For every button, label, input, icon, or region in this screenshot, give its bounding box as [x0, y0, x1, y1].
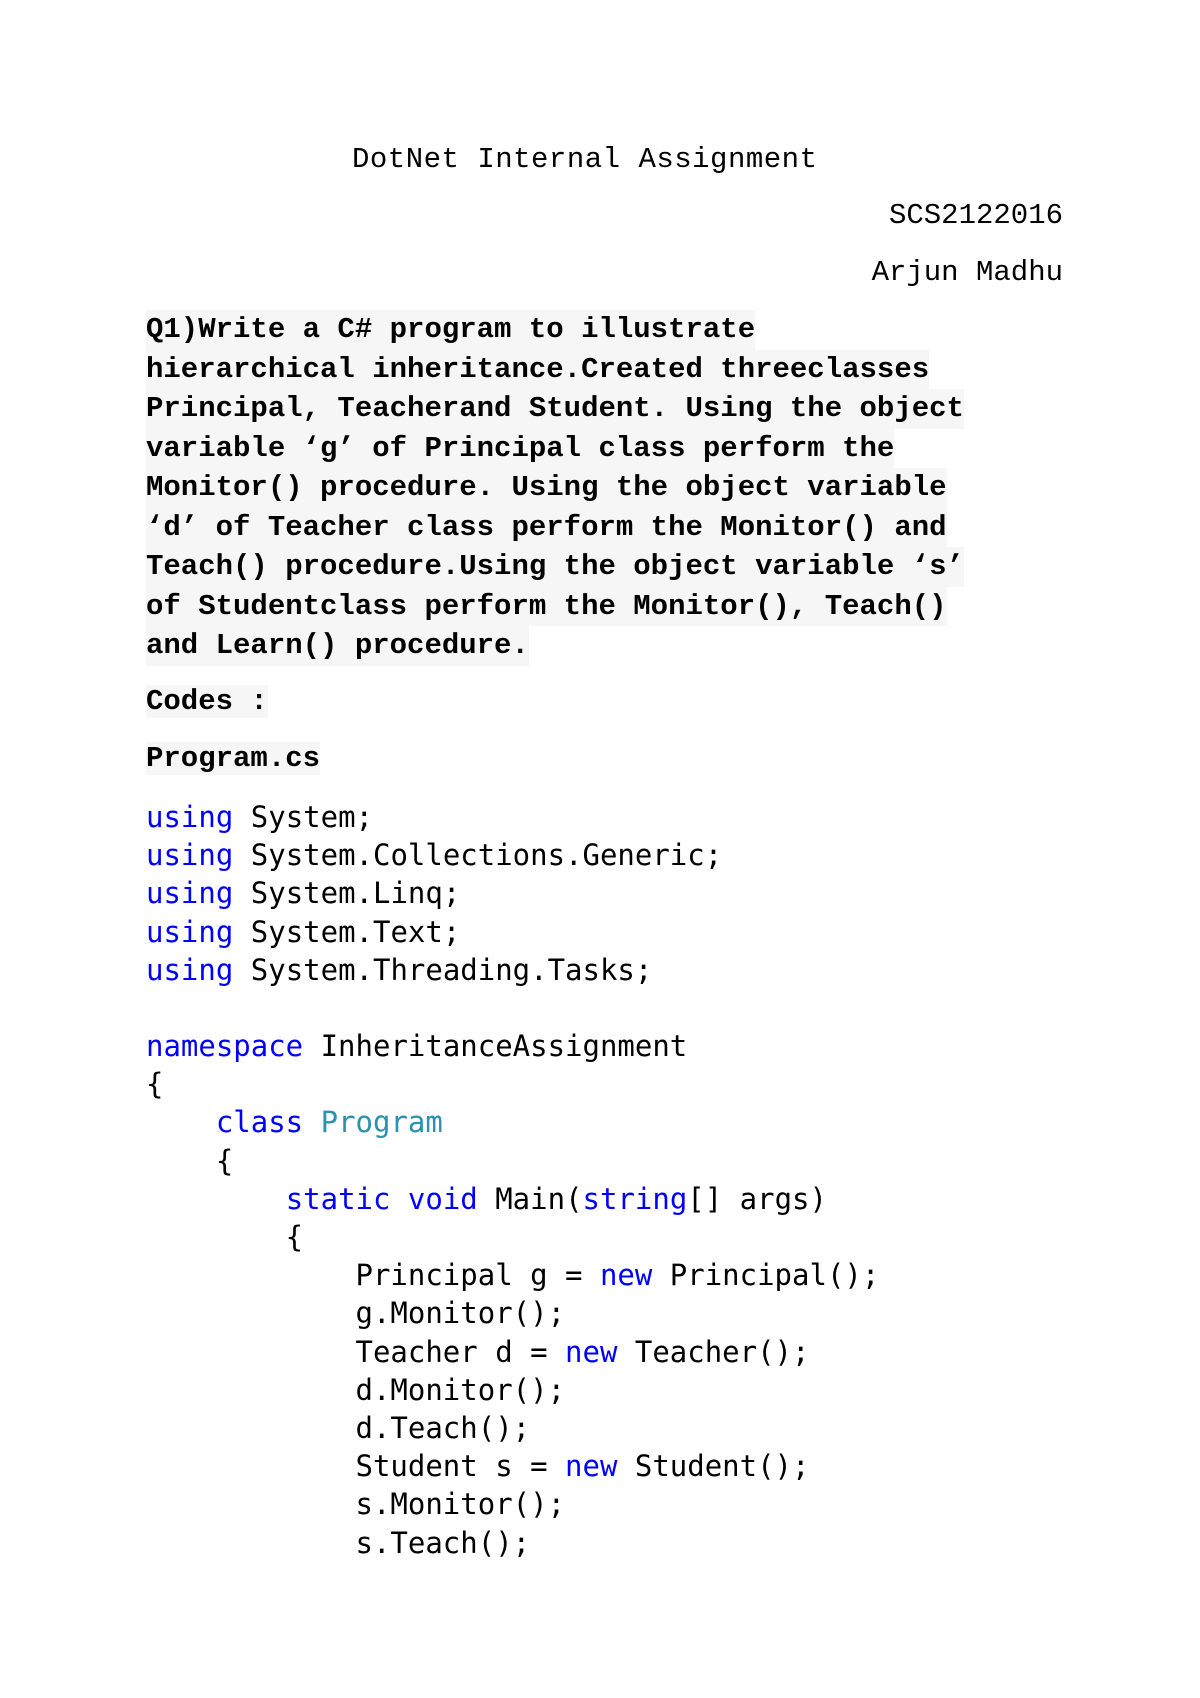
question-line: variable ‘g’ of Principal class perform the — [146, 429, 894, 469]
question-line: Principal, Teacherand Student. Using the object — [146, 389, 964, 429]
code-keyword: using — [146, 838, 234, 873]
code-keyword: new — [565, 1334, 618, 1369]
code-text: Principal(); — [652, 1258, 880, 1293]
code-text: Principal g = — [146, 1258, 600, 1293]
code-keyword: void — [407, 1181, 478, 1216]
code-keyword: using — [146, 914, 234, 949]
code-indent — [146, 1182, 286, 1216]
question-line: and Learn() procedure. — [146, 626, 529, 666]
code-line: d.Teach(); — [146, 1411, 531, 1446]
question-line: of Studentclass perform the Monitor(), Teach() — [146, 587, 947, 627]
code-text: System.Threading.Tasks; — [233, 952, 653, 987]
code-indent — [146, 1105, 216, 1139]
code-line — [146, 1180, 879, 1218]
file-name-label: Program.cs — [146, 742, 321, 775]
code-line: { — [146, 1143, 234, 1178]
code-line: s.Teach(); — [146, 1525, 531, 1560]
code-line — [146, 798, 879, 836]
code-keyword: new — [599, 1258, 653, 1293]
code-keyword: using — [146, 952, 234, 987]
code-line: { — [146, 1220, 304, 1255]
question-line: ‘d’ of Teacher class perform the Monitor() and — [146, 508, 947, 548]
code-text: Teacher(); — [617, 1334, 810, 1369]
code-line — [146, 1256, 879, 1294]
code-blank-line — [146, 989, 879, 1027]
code-keyword: class — [215, 1105, 304, 1140]
codes-label: Codes : — [146, 685, 268, 718]
question-line: Q1)Write a C# program to illustrate — [146, 310, 755, 350]
code-line — [146, 1103, 879, 1141]
code-type-name: Program — [320, 1105, 443, 1140]
code-text: [] args) — [687, 1181, 827, 1216]
student-id: SCS2122016 — [888, 199, 1063, 232]
code-line — [146, 913, 879, 951]
code-keyword: using — [146, 800, 234, 834]
code-text: Student(); — [617, 1449, 810, 1484]
document-title: DotNet Internal Assignment — [352, 143, 818, 176]
code-keyword: static — [285, 1181, 391, 1216]
student-name: Arjun Madhu — [871, 256, 1063, 289]
code-text: System.Text; — [233, 914, 461, 949]
code-block — [146, 798, 879, 1562]
code-line — [146, 1447, 879, 1485]
code-keyword: string — [582, 1181, 688, 1216]
question-line: Teach() procedure.Using the object variable ‘s’ — [146, 547, 964, 587]
question-line: hierarchical inheritance.Created threeclasses — [146, 350, 929, 390]
code-line — [146, 1333, 879, 1371]
code-line — [146, 874, 879, 912]
code-line: { — [146, 1067, 164, 1102]
code-keyword: namespace — [146, 1029, 304, 1064]
code-text: Student s = — [146, 1449, 566, 1484]
code-line: s.Monitor(); — [146, 1487, 566, 1522]
code-space — [390, 1182, 407, 1216]
code-line: g.Monitor(); — [146, 1296, 566, 1331]
code-keyword: new — [565, 1449, 618, 1484]
question-line: Monitor() procedure. Using the object variable — [146, 468, 947, 508]
code-text: InheritanceAssignment — [303, 1029, 688, 1064]
code-keyword: using — [146, 876, 234, 911]
code-line — [146, 836, 879, 874]
code-text: Main( — [477, 1181, 583, 1216]
question-text — [146, 310, 1066, 666]
code-text: System.Collections.Generic; — [233, 838, 723, 873]
code-text: Teacher d = — [146, 1334, 566, 1369]
code-line — [146, 951, 879, 989]
code-text: System; — [233, 800, 373, 834]
code-line — [146, 1027, 879, 1065]
code-line: d.Monitor(); — [146, 1372, 566, 1407]
code-space — [303, 1105, 320, 1139]
code-text: System.Linq; — [233, 876, 461, 911]
